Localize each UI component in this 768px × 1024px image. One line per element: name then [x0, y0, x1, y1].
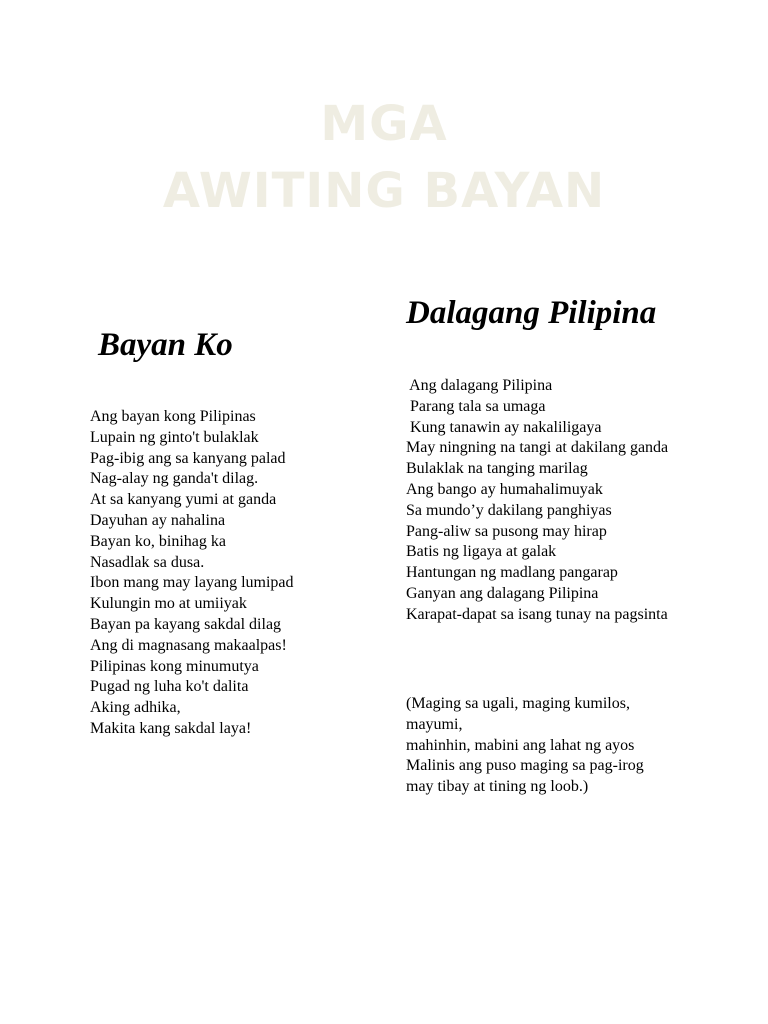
lyric-line: Pag-ibig ang sa kanyang palad: [90, 449, 286, 467]
lyric-line: Kung tanawin ay nakaliligaya: [406, 418, 602, 436]
lyric-line: Ang dalagang Pilipina: [406, 377, 553, 394]
chorus-line: (Maging sa ugali, maging kumilos, mayumi,: [406, 695, 630, 733]
lyric-line: Makita kang sakdal laya!: [90, 719, 252, 737]
chorus-line: mahinhin, mabini ang lahat ng ayos: [406, 736, 635, 754]
lyric-line: Lupain ng ginto't bulaklak: [90, 428, 259, 446]
lyric-line: Hantungan ng madlang pangarap: [406, 564, 618, 582]
lyric-line: Ang di magnasang makaalpas!: [90, 636, 287, 654]
lyric-line: Pugad ng luha ko't dalita: [90, 678, 249, 696]
lyric-line: Ibon mang may layang lumipad: [90, 574, 294, 592]
lyric-line: Bayan ko, binihag ka: [90, 532, 226, 550]
lyric-line: Karapat-dapat sa isang tunay na pagsinta: [406, 605, 668, 623]
lyrics-bayan-ko: [90, 407, 340, 740]
lyric-line: Batis ng ligaya at galak: [406, 543, 557, 561]
chorus-line: may tibay at tining ng loob.): [406, 778, 589, 796]
lyric-line: Ganyan ang dalagang Pilipina: [406, 584, 599, 602]
song-title-bayan-ko: Bayan Ko: [98, 327, 233, 363]
lyric-line: Parang tala sa umaga: [406, 397, 546, 415]
lyric-line: Bayan pa kayang sakdal dilag: [90, 615, 282, 633]
lyric-line: Nasadlak sa dusa.: [90, 553, 205, 571]
document-title-line-2: AWITING BAYAN: [162, 163, 606, 219]
document-title-line-1: MGA: [320, 96, 448, 152]
lyric-line: Ang bayan kong Pilipinas: [90, 408, 256, 425]
lyric-line: Aking adhika,: [90, 699, 181, 717]
lyric-line: At sa kanyang yumi at ganda: [90, 491, 277, 509]
lyric-line: Sa mundo’y dakilang panghiyas: [406, 501, 612, 519]
lyric-line: Nag-alay ng ganda't dilag.: [90, 470, 259, 488]
lyric-line: May ningning na tangi at dakilang ganda: [406, 439, 669, 457]
chorus-dalagang-pilipina: [406, 694, 681, 798]
lyric-line: Kulungin mo at umiiyak: [90, 595, 247, 613]
lyrics-dalagang-pilipina: [406, 376, 681, 626]
lyric-line: Bulaklak na tanging marilag: [406, 460, 588, 478]
lyric-line: Pang-aliw sa pusong may hirap: [406, 522, 607, 540]
lyric-line: Pilipinas kong minumutya: [90, 657, 259, 675]
chorus-line: Malinis ang puso maging sa pag-irog: [406, 757, 644, 775]
song-title-dalagang-pilipina: Dalagang Pilipina: [406, 295, 657, 331]
lyric-line: Dayuhan ay nahalina: [90, 511, 226, 529]
lyric-line: Ang bango ay humahalimuyak: [406, 480, 603, 498]
